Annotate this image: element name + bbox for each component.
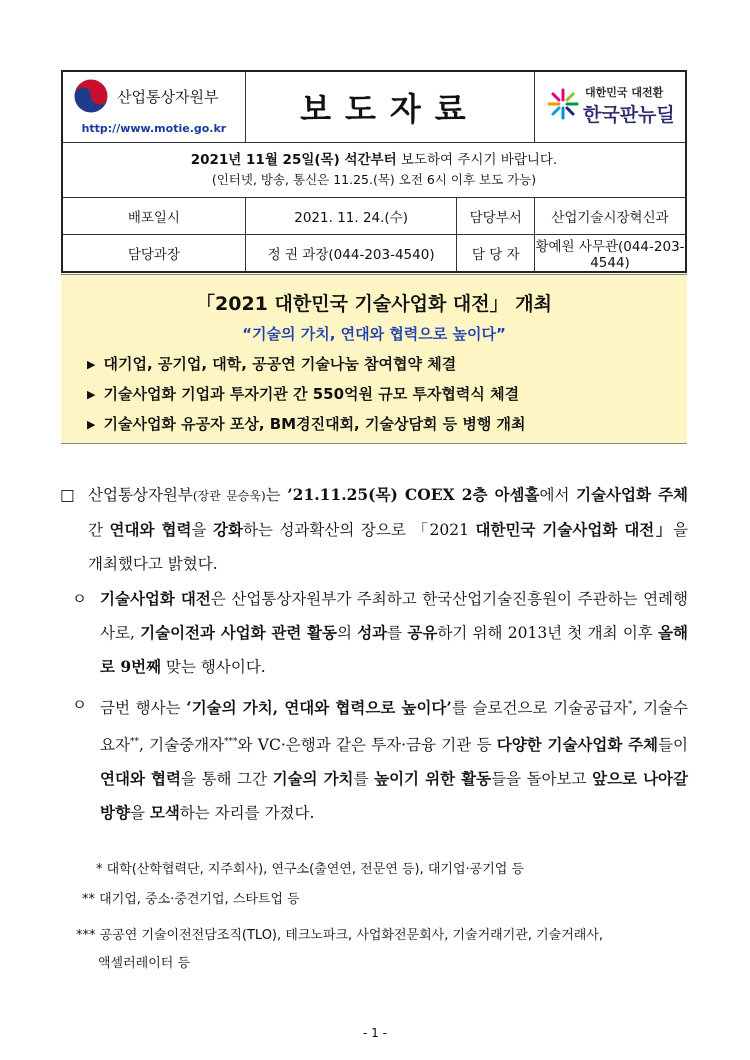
footnote: ** 대기업, 중소·중견기업, 스타트업 등 (82, 892, 300, 907)
triangle-bullet-icon: ▶ (87, 358, 96, 371)
embargo-date: 2021년 11월 25일(목) 석간부터 (190, 152, 397, 168)
square-bullet-icon: □ (60, 486, 75, 504)
slogan: “기술의 가치, 연대와 협력으로 높이다” (242, 325, 506, 343)
embargo-text: 보도하여 주시기 바랍니다. (396, 152, 558, 168)
triangle-bullet-icon: ▶ (87, 388, 96, 401)
brand-subtitle: 대한민국 대전환 (585, 86, 664, 99)
new-deal-burst-icon (545, 86, 581, 122)
summary-bullet: ▶ 기술사업화 기업과 투자기관 간 550억원 규모 투자협력식 체결 (87, 385, 520, 403)
paragraph-slogan: ㅇ 금번 행사는 ‘기술의 가치, 연대와 협력으로 높이다’를 슬로건으로 기술공급자*, 기술수요자**, 기술중개자***와 VC·은행과 같은 투자·금융 기관 등 다양한 기술사업화 주체들이 연대와 협력을 통해 그간 기술의 가치를 높이기 위한 활동들을 돌아보고 앞으로 나아갈 방향을 모색하는 자리를 가졌다. (100, 688, 688, 830)
release-date-value: 2021. 11. 24.(수) (245, 198, 457, 235)
page-number: - 1 - (363, 1026, 387, 1040)
paragraph-event-overview: ㅇ 기술사업화 대전은 산업통상자원부가 주최하고 한국산업기술진흥원이 주관하는 연례행사로, 기술이전과 사업화 관련 활동의 성과를 공유하기 위해 2013년 첫 개최 이후 올해로 9번째 맞는 행사이다. (100, 582, 688, 684)
release-date-label: 배포일시 (62, 198, 245, 235)
contact-person-value: 황예원 사무관(044-203-4544) (535, 235, 687, 273)
director-label: 담당과장 (62, 235, 245, 273)
ministry-name: 산업통상자원부 (117, 88, 219, 106)
embargo-note: (인터넷, 방송, 통신은 11.25.(목) 오전 6시 이후 보도 가능) (211, 172, 537, 187)
department-value: 산업기술시장혁신과 (535, 198, 687, 235)
ministry-logo-cell (62, 71, 245, 143)
circle-bullet-icon: ㅇ (72, 696, 87, 714)
director-value: 정 권 과장(044-203-4540) (245, 235, 457, 273)
footnote: *** 공공연 기술이전전담조직(TLO), 테크노파크, 사업화전문회사, 기술거래기관, 기술거래사, 액셀러레이터 등 (76, 928, 604, 971)
summary-box (61, 274, 687, 444)
brand-title: 한국판뉴딜 (583, 104, 675, 126)
ministry-url-link[interactable]: http://www.motie.go.kr (81, 122, 227, 135)
triangle-bullet-icon: ▶ (87, 418, 96, 431)
circle-bullet-icon: ㅇ (72, 590, 87, 608)
summary-bullet: ▶ 기술사업화 유공자 포상, BM경진대회, 기술상담회 등 병행 개최 (87, 415, 526, 433)
contact-person-label: 담 당 자 (457, 235, 535, 273)
new-deal-logo-cell (535, 71, 687, 143)
paragraph-main: □ 산업통상자원부(장관 문승욱)는 ’21.11.25(목) COEX 2층 아셈홀에서 기술사업화 주체 간 연대와 협력을 강화하는 성과확산의 장으로 「2021 대한민국 기술사업화 대전」을 개최했다고 밝혔다. (88, 478, 688, 581)
headline: 「2021 대한민국 기술사업화 대전」 개최 (196, 293, 552, 315)
embargo-notice (62, 143, 686, 198)
taegeuk-emblem-icon (73, 78, 109, 114)
department-label: 담당부서 (457, 198, 535, 235)
summary-bullet: ▶ 대기업, 공기업, 대학, 공공연 기술나눔 참여협약 체결 (87, 355, 457, 373)
document-title: 보도자료 (245, 71, 534, 143)
press-release-header (61, 70, 687, 273)
footnote: * 대학(산학협력단, 지주회사), 연구소(출연연, 전문연 등), 대기업·공기업 등 (96, 862, 524, 877)
